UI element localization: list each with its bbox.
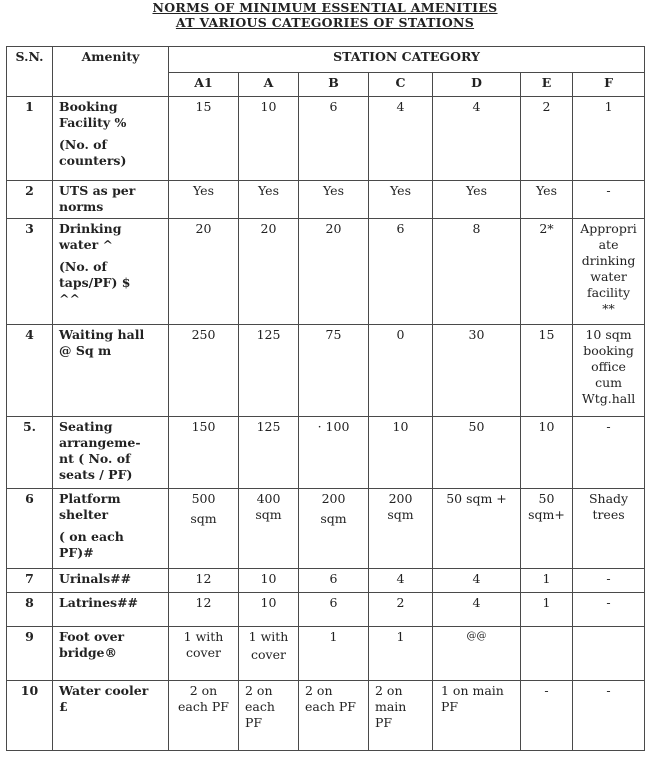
cell-a1 [169,627,239,681]
cell-e: 1 [521,569,573,593]
cell-line: facility [586,285,631,300]
amenity-line: Platform [59,491,121,506]
cell-f [573,627,645,681]
amenities-table [6,46,645,751]
cell-c: 6 [369,219,433,325]
row-sn: 9 [7,627,53,681]
document-title-line1: NORMS OF MINIMUM ESSENTIAL AMENITIES [152,0,498,15]
cell-b: 20 [299,219,369,325]
cell-b: 6 [299,569,369,593]
cell-f: - [573,569,645,593]
amenity-line: PF)# [59,545,94,560]
row-amenity [53,489,169,569]
amenity-line: £ [59,699,68,714]
cell-c: 0 [369,325,433,417]
cell-a [239,489,299,569]
cell-line: cover [251,647,286,662]
cell-a [239,627,299,681]
cell-f [573,219,645,325]
header-category-a: A [239,73,299,97]
row-sn: 10 [7,681,53,751]
cell-d: 50 sqm + [433,489,521,569]
cell-line: 2 on [189,683,218,698]
cell-a1 [169,681,239,751]
cell-line: main [375,699,407,714]
header-category-c: C [369,73,433,97]
cell-line: Appropri [580,221,637,236]
cell-d: 50 [433,417,521,489]
cell-d: 4 [433,593,521,627]
cell-a: 10 [239,97,299,181]
header-sn: S.N. [7,47,53,97]
amenity-line: @ Sq m [59,343,112,358]
cell-c: Yes [369,181,433,219]
table-row [7,97,645,181]
cell-line: trees [592,507,625,522]
cell-a: 125 [239,325,299,417]
cell-e: 2 [521,97,573,181]
row-sn: 2 [7,181,53,219]
amenity-line: Booking [59,99,118,114]
row-amenity [53,569,169,593]
row-amenity [53,593,169,627]
cell-b: 6 [299,593,369,627]
row-sn: 4 [7,325,53,417]
cell-line: sqm [190,511,217,526]
cell-a1: Yes [169,181,239,219]
cell-d: 8 [433,219,521,325]
cell-d: @@ [433,627,521,681]
amenity-line: seats / PF) [59,467,133,482]
cell-line: Shady [588,491,629,506]
cell-line: 2 on [305,683,333,698]
cell-c [369,681,433,751]
cell-line: each PF [178,699,229,714]
cell-f: - [573,593,645,627]
cell-e: 10 [521,417,573,489]
amenity-line: (No. of [59,137,107,152]
cell-f [573,325,645,417]
cell-b [299,681,369,751]
cell-line: 500 [191,491,216,506]
cell-f [573,489,645,569]
cell-line: sqm [320,511,347,526]
table-row [7,181,645,219]
cell-line: 200 [321,491,346,506]
amenity-line: ^^ [59,291,80,306]
amenity-line: Water cooler [59,683,149,698]
cell-e: 2* [521,219,573,325]
cell-line: office [591,359,626,374]
amenity-line: Facility % [59,115,127,130]
cell-line: ** [602,301,615,316]
cell-line: ate [598,237,619,252]
cell-d: 4 [433,97,521,181]
row-sn: 8 [7,593,53,627]
cell-a1: 15 [169,97,239,181]
cell-a: 10 [239,593,299,627]
cell-e [521,627,573,681]
cell-line: 2 on [375,683,403,698]
cell-line: water [590,269,627,284]
row-sn: 5. [7,417,53,489]
row-sn: 3 [7,219,53,325]
row-amenity [53,417,169,489]
amenity-line: arrangeme- [59,435,141,450]
cell-line: sqm [387,507,414,522]
cell-c: 10 [369,417,433,489]
cell-a: 125 [239,417,299,489]
cell-a [239,681,299,751]
cell-a: 20 [239,219,299,325]
table-row [7,593,645,627]
cell-line: sqm [255,507,282,522]
amenity-line: counters) [59,153,127,168]
cell-e: Yes [521,181,573,219]
cell-e: - [521,681,573,751]
document-title-line2: AT VARIOUS CATEGORIES OF STATIONS [175,15,475,30]
table-row [7,489,645,569]
cell-c: 4 [369,97,433,181]
header-category-e: E [521,73,573,97]
row-sn: 1 [7,97,53,181]
cell-b: 6 [299,97,369,181]
cell-d: 30 [433,325,521,417]
cell-line: PF [441,699,459,714]
cell-a: 10 [239,569,299,593]
cell-e: 1 [521,593,573,627]
header-amenity: Amenity [53,47,169,97]
cell-a1: 12 [169,593,239,627]
cell-e [521,489,573,569]
row-amenity [53,181,169,219]
cell-b: Yes [299,181,369,219]
cell-a1 [169,489,239,569]
table-row [7,417,645,489]
cell-line: 1 on main [441,683,504,698]
amenity-line: norms [59,199,104,214]
cell-e: 15 [521,325,573,417]
cell-line: each [245,699,275,714]
cell-d [433,681,521,751]
amenity-line: Waiting hall [59,327,145,342]
cell-line: 200 [388,491,413,506]
cell-b: 1 [299,627,369,681]
cell-b [299,489,369,569]
cell-line: 50 [538,491,555,506]
row-amenity [53,97,169,181]
cell-line: drinking [581,253,636,268]
amenity-line: ( on each [59,529,124,544]
cell-f: - [573,181,645,219]
amenity-line: Urinals## [59,571,132,586]
cell-c [369,489,433,569]
row-sn: 7 [7,569,53,593]
cell-f: 1 [573,97,645,181]
cell-line: 400 [256,491,281,506]
amenity-line: (No. of [59,259,107,274]
cell-line: cover [186,645,221,660]
header-row-top [7,47,645,73]
row-amenity [53,325,169,417]
cell-d: Yes [433,181,521,219]
cell-line: 1 with [248,629,289,644]
amenity-line: Foot over [59,629,125,644]
cell-a1: 150 [169,417,239,489]
cell-c: 4 [369,569,433,593]
amenity-line: taps/PF) $ [59,275,131,290]
table-row [7,569,645,593]
row-amenity [53,219,169,325]
cell-line: 1 with [183,629,224,644]
cell-b: · 100 [299,417,369,489]
cell-a1: 250 [169,325,239,417]
cell-line: booking [583,343,634,358]
row-sn: 6 [7,489,53,569]
cell-d: 4 [433,569,521,593]
amenity-line: shelter [59,507,109,522]
cell-a: Yes [239,181,299,219]
cell-line: PF [375,715,393,730]
table-row [7,681,645,751]
cell-f: - [573,681,645,751]
table-row [7,219,645,325]
cell-line: each PF [305,699,356,714]
amenity-line: water ^ [59,237,113,252]
cell-c: 2 [369,593,433,627]
amenity-line: nt ( No. of [59,451,131,466]
cell-a1: 20 [169,219,239,325]
cell-f: - [573,417,645,489]
cell-line: PF [245,715,263,730]
header-category-f: F [573,73,645,97]
header-station-category: STATION CATEGORY [169,47,645,73]
cell-line: cum [595,375,622,390]
row-amenity [53,681,169,751]
table-row [7,627,645,681]
header-category-b: B [299,73,369,97]
amenity-line: Latrines## [59,595,139,610]
cell-line: 2 on [245,683,273,698]
amenity-line: bridge® [59,645,118,660]
cell-b: 75 [299,325,369,417]
amenity-line: Drinking [59,221,122,236]
table-row [7,325,645,417]
header-category-a1: A1 [169,73,239,97]
cell-line: Wtg.hall [581,391,636,406]
header-category-d: D [433,73,521,97]
cell-line: sqm+ [528,507,565,522]
amenity-line: Seating [59,419,113,434]
cell-line: 10 sqm [585,327,632,342]
cell-a1: 12 [169,569,239,593]
amenity-line: UTS as per [59,183,136,198]
row-amenity [53,627,169,681]
cell-c: 1 [369,627,433,681]
